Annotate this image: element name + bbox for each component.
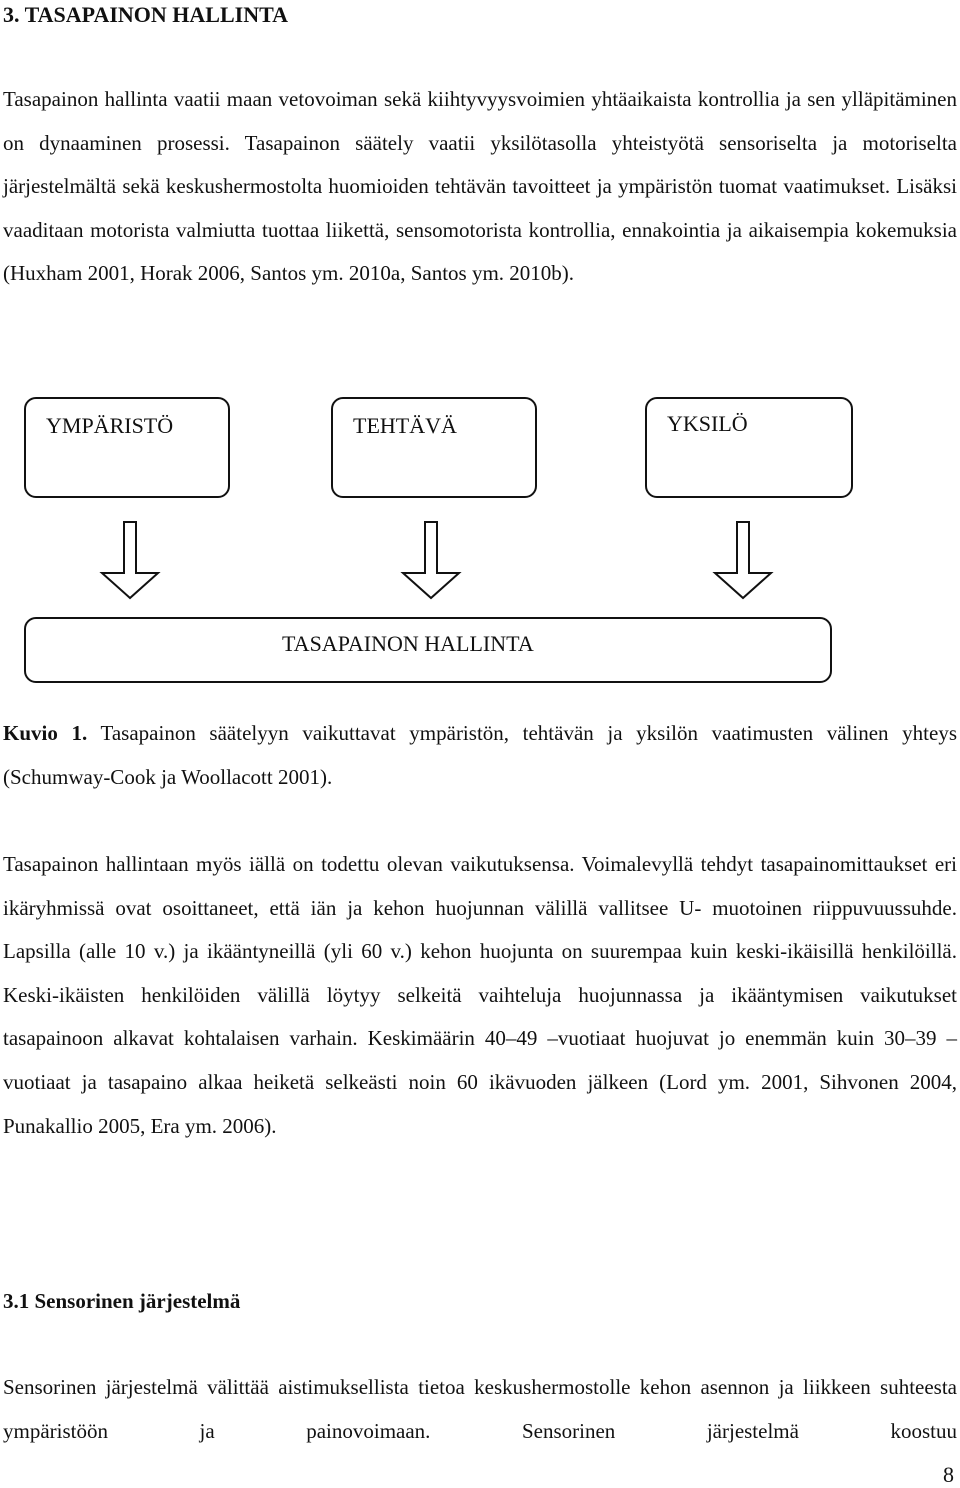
arrow-environment-down (102, 522, 158, 598)
arrow-individual-down (715, 522, 771, 598)
page-title: 3. TASAPAINON HALLINTA (3, 2, 289, 27)
diagram-box-result-label: TASAPAINON HALLINTA (282, 631, 534, 656)
diagram-box-environment-label: YMPÄRISTÖ (46, 413, 174, 438)
paragraph-age: Tasapainon hallintaan myös iällä on todettu olevan vaikutuksensa. Voimalevyllä tehdyt tasapainomittaukset eri ikäryhmissä ovat osoittaneet, että iän ja kehon huojunnan välillä vallitsee U- muotoinen riippuvuussuhde. Lapsilla (alle 10 v.) ja ikääntyneillä (yli 60 v.) kehon huojunta on suurempaa kuin keski-ikäisillä henkilöillä. Keski-ikäisten henkilöiden välillä löytyy selkeitä vaihteluja huojunnassa ja ikääntymisen vaikutukset tasapainoon alkavat kohtalaisen varhain. Keskimäärin 40–49 –vuotiaat huojuvat jo enemmän kuin 30–39 – vuotiaat ja tasapaino alkaa heiketä selkeästi noin 60 ikävuoden jälkeen (Lord ym. 2001, Sihvonen 2004, Punakallio 2005, Era ym. 2006). (3, 852, 957, 1138)
paragraph-sensory: Sensorinen järjestelmä välittää aistimuksellista tietoa keskushermostolle kehon asennon ja liikkeen suhteesta ympäristöön ja painovoimaan. Sensorinen järjestelmä koostuu (3, 1375, 957, 1443)
diagram-box-task-label: TEHTÄVÄ (353, 413, 457, 438)
diagram-box-result (24, 617, 832, 683)
section-heading: 3.1 Sensorinen järjestelmä (3, 1289, 241, 1313)
paragraph-intro: Tasapainon hallinta vaatii maan vetovoiman sekä kiihtyvyysvoimien yhtäaikaista kontrollia ja sen ylläpitäminen on dynaaminen prosessi. Tasapainon säätely vaatii yksilötasolla yhteistyötä sensoriselta ja motoriselta järjestelmältä sekä keskushermostolta huomioiden tehtävän tavoitteet ja ympäristön tuomat vaatimukset. Lisäksi vaaditaan motorista valmiutta tuottaa liikettä, sensomotorista kontrollia, ennakointia ja aikaisempia kokemuksia (Huxham 2001, Horak 2006, Santos ym. 2010a, Santos ym. 2010b). (3, 87, 957, 286)
figure-caption (3, 712, 957, 799)
figure-caption-text: Tasapainon säätelyyn vaikuttavat ympäristön, tehtävän ja yksilön vaatimusten välinen yhteys (Schumway-Cook ja Woollacott 2001). (3, 721, 957, 789)
page-number: 8 (943, 1462, 954, 1487)
figure-caption-label: Kuvio 1. (3, 721, 88, 745)
arrow-task-down (403, 522, 459, 598)
diagram-box-individual-label: YKSILÖ (667, 411, 748, 436)
